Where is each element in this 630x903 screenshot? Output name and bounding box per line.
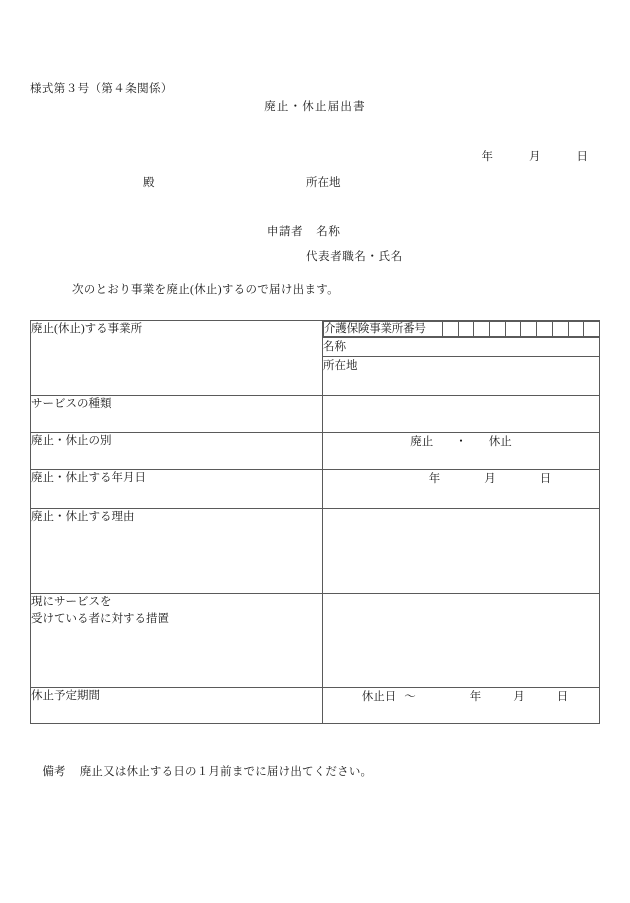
abolition-option-separator: ・ (455, 436, 467, 449)
office-label-cell (31, 321, 323, 396)
table-row-abolition-type (31, 433, 600, 470)
suspension-range-mark: ～ (404, 691, 416, 704)
applicant-location-label: 所在地 (306, 177, 341, 189)
declaration-table (30, 320, 600, 724)
abolition-date-year-label: 年 (428, 473, 441, 486)
suspension-month-label: 月 (513, 691, 525, 704)
office-address-label: 所在地 (323, 360, 358, 373)
insurance-number-box-3[interactable] (474, 322, 490, 337)
date-day-label: 日 (576, 151, 588, 163)
office-address-cell[interactable] (323, 357, 600, 396)
abolition-type-value-cell[interactable] (323, 433, 600, 470)
service-type-label: サービスの種類 (31, 398, 112, 411)
abolition-date-label: 廃止・休止する年月日 (31, 472, 146, 485)
abolition-type-label-cell (31, 433, 323, 470)
abolition-date-label-cell (31, 470, 323, 509)
abolition-date-day-label: 日 (539, 473, 552, 486)
table-row-suspension-period (31, 688, 600, 724)
date-month-label: 月 (529, 151, 541, 163)
current-user-measures-label-line2: 受けている者に対する措置 (31, 613, 169, 626)
insurance-number-box-1[interactable] (443, 322, 459, 337)
table-row-service-type (31, 396, 600, 433)
insurance-number-box-2[interactable] (458, 322, 474, 337)
abolition-type-label: 廃止・休止の別 (31, 435, 112, 448)
table-row-office-number (31, 321, 600, 338)
office-name-cell[interactable] (323, 338, 600, 357)
suspension-period-label: 休止予定期間 (31, 690, 100, 703)
insurance-number-box-6[interactable] (521, 322, 537, 337)
current-user-measures-label-line1: 現にサービスを (31, 596, 112, 609)
suspension-period-label-cell (31, 688, 323, 724)
document-title: 廃止・休止届出書 (264, 101, 366, 113)
office-label: 廃止(休止)する事業所 (31, 323, 143, 335)
table-row-abolition-date (31, 470, 600, 509)
abolition-reason-value-cell[interactable] (323, 509, 600, 594)
date-year-label: 年 (481, 151, 493, 163)
applicant-name-line (253, 211, 340, 251)
intro-sentence: 次のとおり事業を廃止(休止)するので届け出ます。 (72, 284, 339, 296)
form-number: 様式第３号（第４条関係） (30, 83, 173, 95)
current-user-measures-value-cell[interactable] (323, 594, 600, 688)
insurance-number-box-8[interactable] (552, 322, 568, 337)
table-row-current-user-measures (31, 594, 600, 688)
insurance-number-box-7[interactable] (537, 322, 553, 337)
table-row-abolition-reason (31, 509, 600, 594)
current-user-measures-label-cell (31, 594, 323, 688)
abolition-reason-label-cell (31, 509, 323, 594)
abolition-date-month-label: 月 (484, 473, 496, 486)
insurance-number-cell (323, 321, 600, 338)
suspension-start-label: 休止日 (361, 691, 397, 704)
insurance-number-box-4[interactable] (490, 322, 506, 337)
abolition-option-suspend[interactable]: 休止 (488, 436, 512, 449)
applicant-name-label: 名称 (316, 226, 341, 238)
remarks-text: 廃止又は休止する日の１月前までに届け出てください。 (79, 766, 373, 778)
service-type-value-cell[interactable] (323, 396, 600, 433)
service-type-label-cell (31, 396, 323, 433)
representative-label: 代表者職名・氏名 (306, 251, 403, 263)
suspension-period-value-cell[interactable] (323, 688, 600, 724)
abolition-reason-label: 廃止・休止する理由 (31, 511, 135, 524)
insurance-number-label: 介護保険事業所番号 (324, 322, 443, 337)
remarks-label: 備考 (42, 766, 66, 778)
insurance-number-box-5[interactable] (505, 322, 521, 337)
remarks-note (30, 751, 372, 791)
office-name-label: 名称 (323, 341, 346, 354)
insurance-number-box-9[interactable] (568, 322, 584, 337)
suspension-day-label: 日 (556, 691, 569, 704)
submission-date-line (470, 136, 588, 176)
insurance-number-box-10[interactable] (584, 322, 600, 337)
applicant-label: 申請者 (266, 226, 304, 238)
abolition-date-value-cell[interactable] (323, 470, 600, 509)
insurance-number-grid (323, 321, 600, 337)
suspension-year-label: 年 (469, 691, 482, 704)
abolition-option-abolish[interactable]: 廃止 (410, 436, 434, 449)
addressee-suffix: 殿 (143, 177, 155, 189)
